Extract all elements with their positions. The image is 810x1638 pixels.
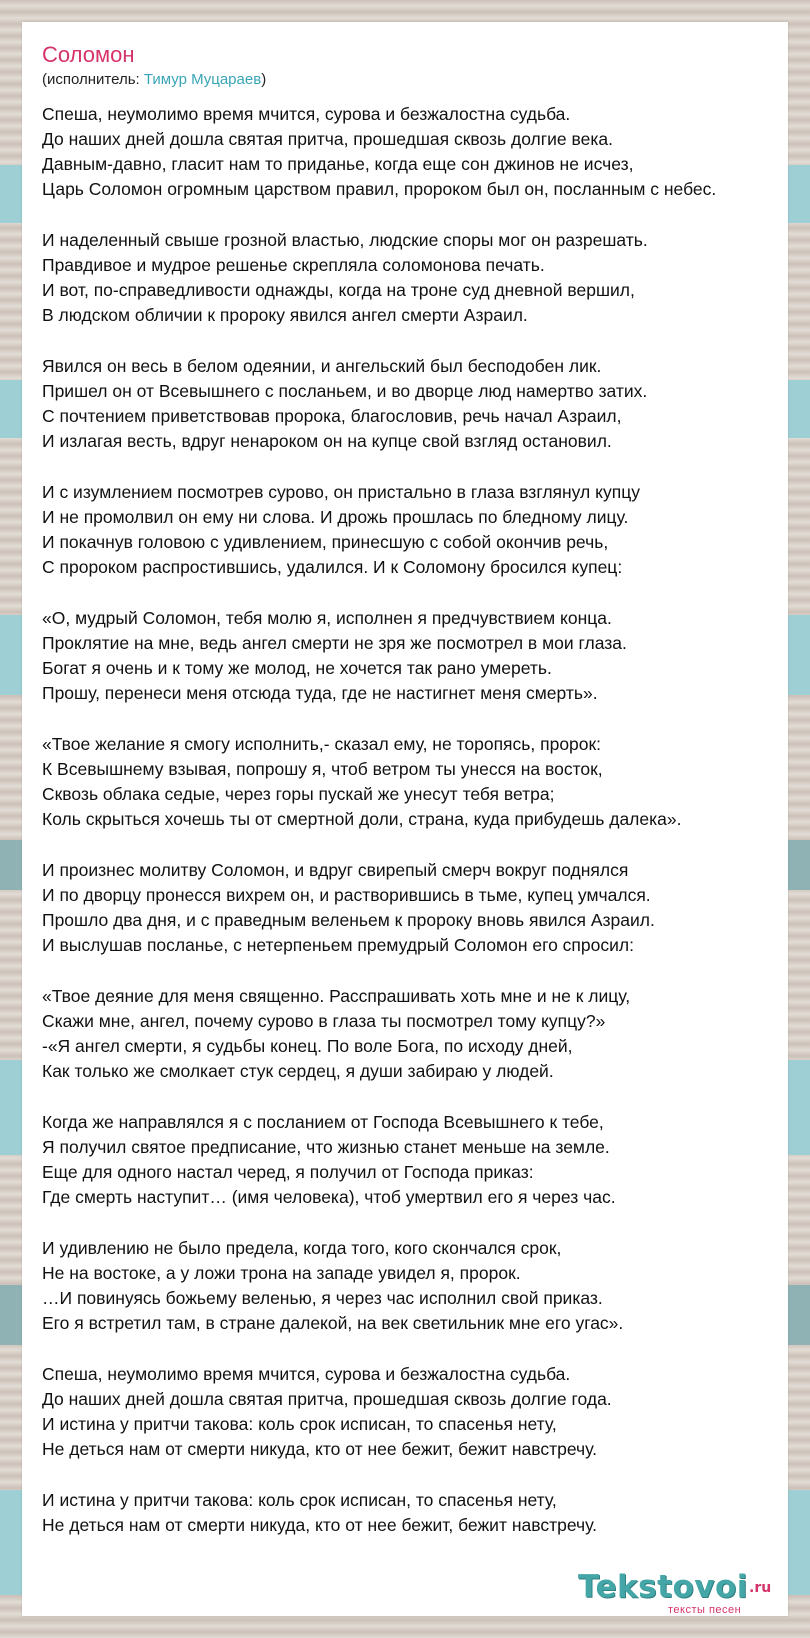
lyric-line: Не деться нам от смерти никуда, кто от нее бежит, бежит навстречу. (42, 1439, 597, 1459)
stanza (42, 480, 788, 580)
song-title: Соломон (42, 42, 135, 67)
logo-tagline: тексты песен (668, 1604, 742, 1616)
lyric-line: До наших дней дошла святая притча, прошедшая сквозь долгие года. (42, 1389, 612, 1409)
lyric-line: -«Я ангел смерти, я судьбы конец. По воле Бога, по исходу дней, (42, 1036, 573, 1056)
stanza (42, 1362, 788, 1462)
lyric-line: Когда же направлялся я с посланием от Господа Всевышнего к тебе, (42, 1112, 604, 1132)
lyric-line: Правдивое и мудрое решенье скрепляла соломонова печать. (42, 255, 545, 275)
lyric-line: Его я встретил там, в стране далекой, на век светильник мне его угас». (42, 1313, 624, 1333)
stanza (42, 984, 788, 1084)
lyric-line: Как только же смолкает стук сердец, я души забираю у людей. (42, 1061, 554, 1081)
lyric-line: Где смерть наступит… (имя человека), чтоб умертвил его я через час. (42, 1187, 616, 1207)
performer-link[interactable]: Тимур Муцараев (143, 71, 262, 88)
lyric-line: «О, мудрый Соломон, тебя молю я, исполнен я предчувствием конца. (42, 608, 612, 628)
lyric-line: До наших дней дошла святая притча, прошедшая сквозь долгие века. (42, 129, 613, 149)
logo-wordmark: Tekstovoi (578, 1569, 748, 1605)
lyrics-card (22, 22, 788, 1616)
stanza (42, 1236, 788, 1336)
lyric-line: И наделенный свыше грозной властью, людские споры мог он разрешать. (42, 230, 648, 250)
lyric-line: Спеша, неумолимо время мчится, сурова и безжалостна судьба. (42, 104, 571, 124)
lyric-line: И истина у притчи такова: коль срок исписан, то спасенья нету, (42, 1490, 557, 1510)
stanza (42, 606, 788, 706)
performer-line (42, 70, 266, 90)
lyric-line: …И повинуясь божьему веленью, я через час исполнил свой приказ. (42, 1288, 603, 1308)
lyric-line: Сквозь облака седые, через горы пускай же унесут тебя ветра; (42, 784, 555, 804)
stanza (42, 732, 788, 832)
lyrics-body (42, 102, 788, 1564)
lyric-line: Я получил святое предписание, что жизнью станет меньше на земле. (42, 1137, 610, 1157)
lyric-line: С почтением приветствовав пророка, благословив, речь начал Азраил, (42, 406, 622, 426)
lyric-line: Не деться нам от смерти никуда, кто от нее бежит, бежит навстречу. (42, 1515, 597, 1535)
lyric-line: И с изумлением посмотрев сурово, он пристально в глаза взглянул купцу (42, 482, 640, 502)
performer-suffix: ) (261, 71, 267, 88)
lyric-line: Прошло два дня, и с праведным веленьем к пророку вновь явился Азраил. (42, 910, 655, 930)
lyric-line: Давным-давно, гласит нам то приданье, когда еще сон джинов не исчез, (42, 154, 634, 174)
stanza (42, 858, 788, 958)
lyric-line: И по дворцу пронесся вихрем он, и растворившись в тьме, купец умчался. (42, 885, 651, 905)
lyric-line: И удивлению не было предела, когда того, кого скончался срок, (42, 1238, 562, 1258)
lyric-line: И вот, по-справедливости однажды, когда на троне суд дневной вершил, (42, 280, 635, 300)
lyric-line: Явился он весь в белом одеянии, и ангельский был бесподобен лик. (42, 356, 602, 376)
lyric-line: «Твое деяние для меня священно. Расспрашивать хоть мне и не к лицу, (42, 986, 631, 1006)
lyric-line: Царь Соломон огромным царством правил, пророком был он, посланным с небес. (42, 179, 717, 199)
lyric-line: И выслушав посланье, с нетерпеньем премудрый Соломон его спросил: (42, 935, 634, 955)
logo-tld: .ru (749, 1580, 772, 1596)
performer-prefix: (исполнитель: (42, 71, 144, 88)
lyric-line: И истина у притчи такова: коль срок исписан, то спасенья нету, (42, 1414, 557, 1434)
lyric-line: В людском обличии к пророку явился ангел смерти Азраил. (42, 305, 528, 325)
lyric-line: И покачнув головою с удивлением, принесшую с собой окончив речь, (42, 532, 609, 552)
lyric-line: Еще для одного настал черед, я получил от Господа приказ: (42, 1162, 534, 1182)
stanza (42, 1488, 788, 1538)
lyric-line: Прошу, перенеси меня отсюда туда, где не настигнет меня смерть». (42, 683, 598, 703)
lyric-line: Спеша, неумолимо время мчится, сурова и безжалостна судьба. (42, 1364, 571, 1384)
lyric-line: Проклятие на мне, ведь ангел смерти не зря же посмотрел в мои глаза. (42, 633, 627, 653)
lyric-line: И произнес молитву Соломон, и вдруг свирепый смерч вокруг поднялся (42, 860, 629, 880)
stanza (42, 228, 788, 328)
lyric-line: «Твое желание я смогу исполнить,- сказал ему, не торопясь, пророк: (42, 734, 602, 754)
lyric-line: Богат я очень и к тому же молод, не хочется так рано умереть. (42, 658, 552, 678)
lyric-line: Не на востоке, а у ложи трона на западе увидел я, пророк. (42, 1263, 521, 1283)
stanza (42, 354, 788, 454)
lyric-line: И излагая весть, вдруг ненароком он на купце свой взгляд остановил. (42, 431, 612, 451)
lyric-line: К Всевышнему взывая, попрошу я, чтоб ветром ты унесся на восток, (42, 759, 603, 779)
lyric-line: Скажи мне, ангел, почему сурово в глаза ты посмотрел тому купцу?» (42, 1011, 606, 1031)
lyric-line: Коль скрыться хочешь ты от смертной доли, страна, куда прибудешь далека». (42, 809, 682, 829)
stanza (42, 1110, 788, 1210)
stanza (42, 102, 788, 202)
lyric-line: Пришел он от Всевышнего с посланьем, и во дворце люд намертво затих. (42, 381, 648, 401)
site-logo[interactable] (578, 1569, 778, 1621)
lyric-line: И не промолвил он ему ни слова. И дрожь прошлась по бледному лицу. (42, 507, 629, 527)
lyric-line: С пророком распростившись, удалился. И к Соломону бросился купец: (42, 557, 623, 577)
